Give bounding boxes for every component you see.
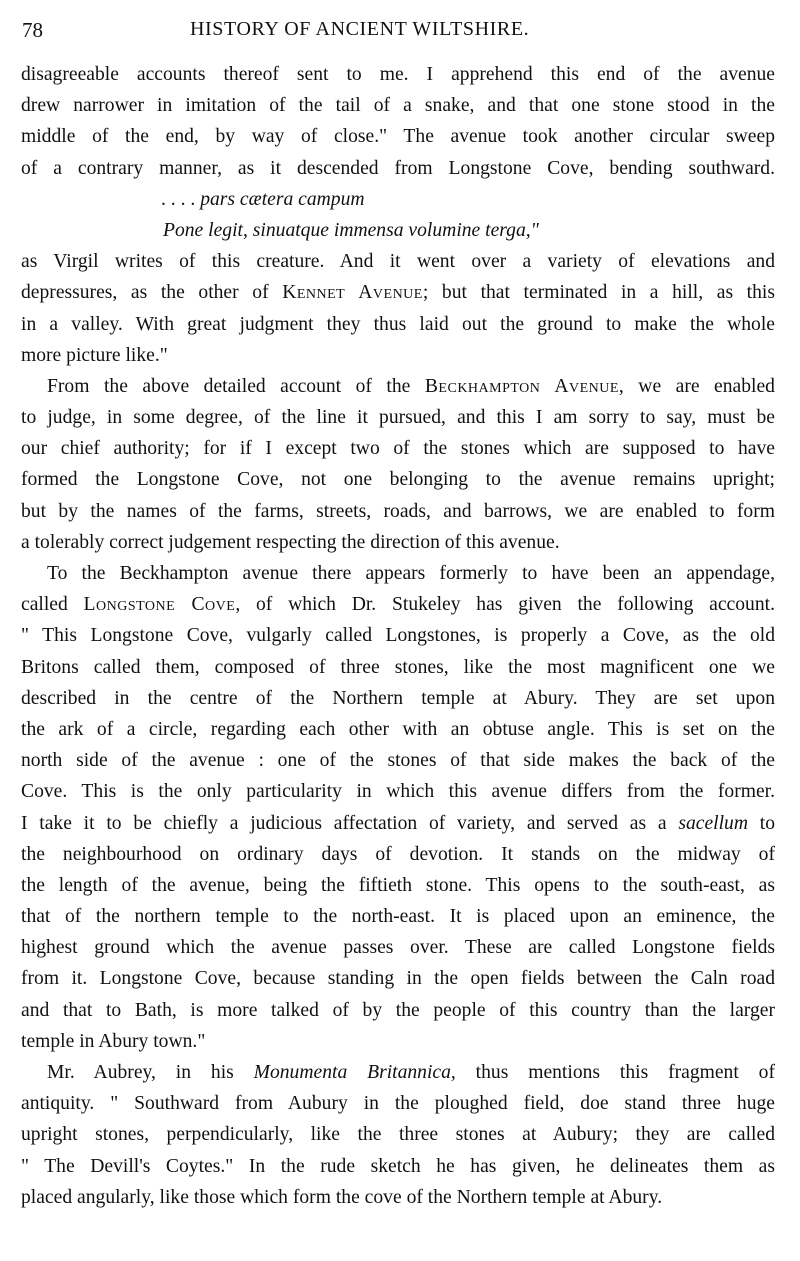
text-run: Mr. Aubrey, in his xyxy=(47,1062,254,1083)
text-line xyxy=(21,153,775,184)
text-run: temple in Abury town." xyxy=(21,1030,206,1052)
text-line xyxy=(21,496,775,527)
text-line xyxy=(21,589,775,620)
italic-text: sacellum xyxy=(678,812,748,834)
text-line xyxy=(21,683,775,714)
text-run: but by the names of the farms, streets, roads, and barrows, we are enabled to form xyxy=(21,500,775,522)
text-run: Britons called them, composed of three stones, like the most magnificent one we xyxy=(21,656,775,678)
text-line xyxy=(21,90,775,121)
text-line xyxy=(21,620,775,651)
text-line xyxy=(21,371,775,402)
text-line xyxy=(21,309,775,340)
text-run: the length of the avenue, being the fiftieth stone. This opens to the south-east, as xyxy=(21,874,775,896)
text-run: formed the Longstone Cove, not one belonging to the avenue remains upright; xyxy=(21,469,775,491)
text-line xyxy=(21,433,775,464)
text-run: From the above detailed account of the xyxy=(47,375,425,397)
text-line xyxy=(21,870,775,901)
text-line xyxy=(21,839,775,870)
small-caps-name: Longstone Cove xyxy=(83,594,236,616)
text-line xyxy=(21,808,775,839)
text-run: drew narrower in imitation of the tail of a snake, and that one stone stood in the xyxy=(21,95,775,117)
text-run: that of the northern temple to the north-east. It is placed upon an eminence, the xyxy=(21,906,775,928)
text-line xyxy=(21,1182,775,1213)
text-line xyxy=(21,1088,775,1119)
text-run: in a valley. With great judgment they thus laid out the ground to make the whole xyxy=(21,313,775,335)
text-run: from it. Longstone Cove, because standing in the open fields between the Caln road xyxy=(21,968,775,990)
text-line xyxy=(21,901,775,932)
text-line xyxy=(21,776,775,807)
text-run: north side of the avenue : one of the stones of that side makes the back of the xyxy=(21,750,775,772)
text-run: , of which Dr. Stukeley has given the following account. xyxy=(235,594,775,616)
text-run: disagreeable accounts thereof sent to me. I apprehend this end of the avenue xyxy=(21,64,775,85)
text-run: as Virgil writes of this creature. And it went over a variety of elevations and xyxy=(21,251,775,273)
text-run: the neighbourhood on ordinary days of devotion. It stands on the midway of xyxy=(21,843,775,865)
text-line xyxy=(21,1151,775,1182)
text-run: To the Beckhampton avenue there appears formerly to have been an appendage, xyxy=(47,563,775,584)
text-run: described in the centre of the Northern temple at Abury. They are set upon xyxy=(21,687,775,709)
text-line xyxy=(21,995,775,1026)
text-line xyxy=(21,1057,775,1088)
text-run: Cove. This is the only particularity in which this avenue differs from the former. xyxy=(21,781,775,803)
text-run: the ark of a circle, regarding each other with an obtuse angle. This is set on the xyxy=(21,718,775,740)
running-title: HISTORY OF ANCIENT WILTSHIRE. xyxy=(190,18,530,40)
text-line xyxy=(21,1026,775,1057)
text-run: . . . . xyxy=(161,188,201,210)
text-run: depressures, as the other of xyxy=(21,282,283,304)
text-run: highest ground which the avenue passes over. These are called Longstone fields xyxy=(21,937,775,959)
text-line xyxy=(21,184,775,215)
text-run: our chief authority; for if I except two of the stones which are supposed to have xyxy=(21,438,775,460)
text-line xyxy=(21,402,775,433)
text-line xyxy=(21,340,775,371)
text-run: placed angularly, like those which form the cove of the Northern temple at Abury. xyxy=(21,1186,663,1208)
text-run: middle of the end, by way of close." The avenue took another circular sweep xyxy=(21,126,775,148)
text-run: ; but that terminated in a hill, as this xyxy=(422,282,775,304)
italic-text: Pone legit, sinuatque immensa volumine terga," xyxy=(163,219,539,241)
italic-text: pars cætera campum xyxy=(200,188,365,210)
text-run: I take it to be chiefly a judicious affectation of variety, and served as a xyxy=(21,812,679,834)
text-line xyxy=(21,246,775,277)
text-line xyxy=(21,652,775,683)
small-caps-name: Kennet Avenue xyxy=(282,282,423,304)
text-line xyxy=(21,558,775,589)
text-run: upright stones, perpendicularly, like the three stones at Aubury; they are called xyxy=(21,1124,775,1146)
text-run: of a contrary manner, as it descended from Longstone Cove, bending southward. xyxy=(21,157,775,179)
text-run: called xyxy=(21,594,84,616)
text-run: more picture like." xyxy=(21,344,168,366)
text-run: to judge, in some degree, of the line it pursued, and this I am sorry to say, must be xyxy=(21,407,775,429)
text-line xyxy=(21,527,775,558)
text-line xyxy=(21,277,775,308)
text-run: to xyxy=(747,812,775,834)
body-text xyxy=(21,59,775,1213)
text-line xyxy=(21,215,775,246)
page-number: 78 xyxy=(22,18,43,42)
italic-text: Monumenta Britannica, xyxy=(253,1062,456,1083)
text-line xyxy=(21,714,775,745)
text-run: , we are enabled xyxy=(618,375,775,397)
text-line xyxy=(21,1119,775,1150)
text-run: thus mentions this fragment of xyxy=(455,1062,775,1083)
text-line xyxy=(21,464,775,495)
text-run: antiquity. " Southward from Aubury in the ploughed field, doe stand three huge xyxy=(21,1093,775,1115)
text-run: and that to Bath, is more talked of by the people of this country than the larger xyxy=(21,999,775,1021)
text-run: " The Devill's Coytes." In the rude sketch he has given, he delineates them as xyxy=(21,1155,775,1177)
text-run: a tolerably correct judgement respecting the direction of this avenue. xyxy=(21,531,560,553)
page-header xyxy=(22,14,778,48)
text-line xyxy=(21,59,775,90)
text-line xyxy=(21,745,775,776)
text-line xyxy=(21,121,775,152)
text-run: " This Longstone Cove, vulgarly called Longstones, is properly a Cove, as the old xyxy=(21,625,775,647)
text-line xyxy=(21,932,775,963)
text-line xyxy=(21,963,775,994)
small-caps-name: Beckhampton Avenue xyxy=(424,375,619,397)
